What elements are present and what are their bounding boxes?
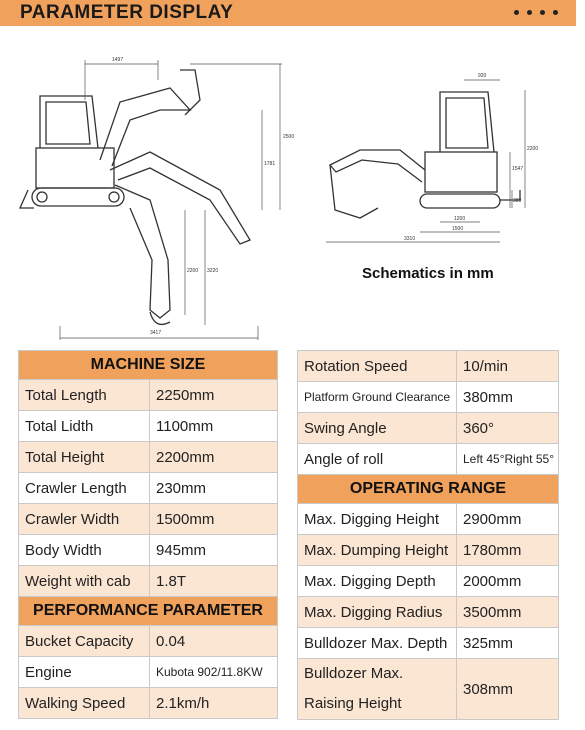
spec-label: Platform Ground Clearance — [298, 382, 457, 413]
spec-value: 2000mm — [457, 566, 559, 597]
spec-value: 380mm — [457, 382, 559, 413]
dim-boom-height: 1547 — [512, 166, 524, 172]
dim-track-len: 1200 — [454, 216, 466, 222]
performance-heading: PERFORMANCE PARAMETER — [19, 597, 278, 626]
dim-ground-clearance: 380 — [513, 198, 522, 204]
table-row — [19, 688, 278, 719]
left-boom-mid — [110, 152, 250, 244]
spec-value: 2250mm — [150, 380, 278, 411]
spec-label: Max. Dumping Height — [298, 535, 457, 566]
spec-label: Rotation Speed — [298, 351, 457, 382]
spec-value: 1.8T — [150, 566, 278, 597]
table-row — [298, 535, 559, 566]
dim-overall-height: 2200 — [527, 146, 539, 152]
excavator-schematic — [0, 40, 585, 340]
left-boom-down — [115, 185, 170, 318]
spec-value: 2200mm — [150, 442, 278, 473]
page-title: PARAMETER DISPLAY — [20, 2, 234, 23]
spec-value: 2900mm — [457, 504, 559, 535]
spec-value: 2.1km/h — [150, 688, 278, 719]
table-row — [19, 504, 278, 535]
spec-label: Max. Digging Depth — [298, 566, 457, 597]
spec-label: Total Length — [19, 380, 150, 411]
table-row — [19, 657, 278, 688]
spec-label: Total Height — [19, 442, 150, 473]
table-row — [298, 659, 559, 720]
spec-value: 360° — [457, 413, 559, 444]
table-row — [19, 626, 278, 657]
spec-value: 945mm — [150, 535, 278, 566]
dim-height-right: 2500 — [283, 134, 295, 140]
table-row — [19, 535, 278, 566]
spec-label-line-2: Raising Height — [304, 695, 402, 712]
spec-label: Body Width — [19, 535, 150, 566]
table-row — [19, 566, 278, 597]
right-tracks — [420, 194, 500, 208]
spec-label: Bucket Capacity — [19, 626, 150, 657]
table-row — [298, 382, 559, 413]
spec-label: Swing Angle — [298, 413, 457, 444]
machine-size-heading: MACHINE SIZE — [19, 351, 278, 380]
spec-label: Crawler Width — [19, 504, 150, 535]
right-body — [425, 152, 497, 192]
dim-bottom-width: 3417 — [150, 330, 162, 336]
table-row — [298, 413, 559, 444]
schematic-caption: Schematics in mm — [362, 265, 494, 282]
machine-size-heading-row — [19, 351, 278, 380]
dim-overall-len: 3310 — [404, 236, 416, 242]
spec-label: Weight with cab — [19, 566, 150, 597]
table-row — [298, 444, 559, 475]
spec-value: Kubota 902/11.8KW — [150, 657, 278, 688]
spec-value: Left 45°Right 55° — [457, 444, 559, 475]
spec-label: Crawler Length — [19, 473, 150, 504]
dim-top-reach: 1497 — [112, 57, 124, 63]
operating-heading-row — [298, 475, 559, 504]
spec-label: Max. Digging Height — [298, 504, 457, 535]
spec-label-line-1: Bulldozer Max. — [304, 665, 404, 682]
spec-value: 0.04 — [150, 626, 278, 657]
performance-heading-row — [19, 597, 278, 626]
spec-value: 1100mm — [150, 411, 278, 442]
table-row — [298, 628, 559, 659]
table-row — [298, 597, 559, 628]
spec-label: Engine — [19, 657, 150, 688]
header-banner — [0, 0, 576, 26]
dim-dig-depth: 2200 — [187, 268, 199, 274]
left-tracks — [32, 188, 124, 206]
table-row — [298, 566, 559, 597]
left-spec-table — [18, 350, 278, 719]
spec-label: Total Lidth — [19, 411, 150, 442]
table-row — [298, 504, 559, 535]
spec-label: Angle of roll — [298, 444, 457, 475]
dots-decoration — [514, 10, 558, 15]
table-row — [19, 411, 278, 442]
operating-heading: OPERATING RANGE — [298, 475, 559, 504]
spec-value: 308mm — [457, 659, 559, 720]
spec-label: Max. Digging Radius — [298, 597, 457, 628]
spec-value: 1500mm — [150, 504, 278, 535]
right-spec-table — [297, 350, 559, 720]
spec-label: Bulldozer Max. Depth — [298, 628, 457, 659]
table-row — [19, 473, 278, 504]
dim-depth-total: 3220 — [207, 268, 219, 274]
spec-value: 325mm — [457, 628, 559, 659]
right-boom — [330, 150, 425, 182]
dim-mid-height: 1781 — [264, 161, 276, 167]
spec-value: 230mm — [150, 473, 278, 504]
table-row — [298, 351, 559, 382]
spec-value: 1780mm — [457, 535, 559, 566]
dim-cab-width: 920 — [478, 73, 487, 79]
table-row — [19, 380, 278, 411]
dim-track-width: 1500 — [452, 226, 464, 232]
spec-label: Walking Speed — [19, 688, 150, 719]
spec-value: 10/min — [457, 351, 559, 382]
table-row — [19, 442, 278, 473]
spec-value: 3500mm — [457, 597, 559, 628]
spec-label — [298, 659, 457, 720]
